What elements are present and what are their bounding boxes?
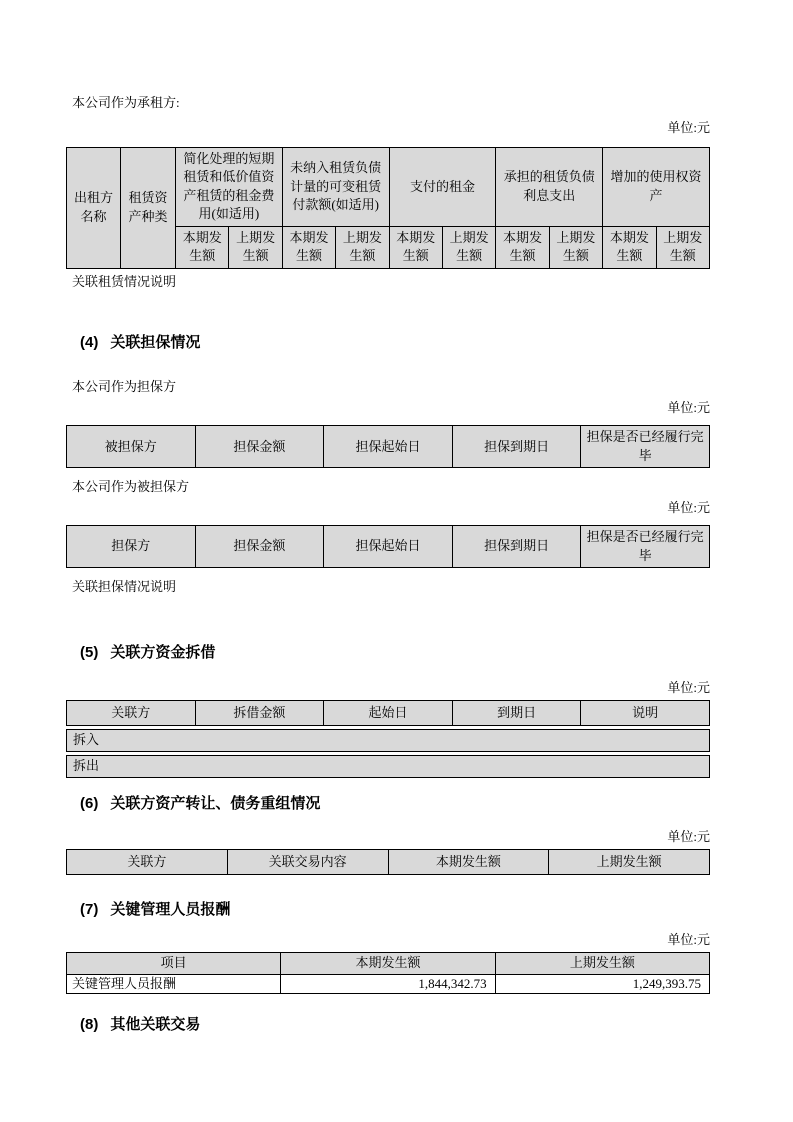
col-current-amount: 本期发生额 [281, 952, 495, 974]
lease-table-header-row-1 [67, 147, 710, 226]
guarantor-table-header-row [67, 426, 710, 468]
borrow-table-header [66, 700, 710, 726]
lease-note-text: 关联租赁情况说明 [72, 273, 177, 289]
col-guarantee-amount: 担保金额 [195, 426, 324, 468]
section-number: (4) [80, 333, 99, 351]
lessee-intro-text: 本公司作为承租方: [72, 95, 180, 110]
col-item: 项目 [67, 952, 281, 974]
col-due-date: 到期日 [452, 700, 581, 725]
col-guarantee-end-date: 担保到期日 [452, 526, 581, 568]
subheader-prior-amount: 上期发生额 [336, 226, 389, 268]
col-guarantee-start-date: 担保起始日 [324, 426, 453, 468]
lease-group-variable-payments: 未纳入租赁负债计量的可变租赁付款额(如适用) [282, 147, 389, 226]
section-number: (8) [80, 1016, 99, 1034]
borrow-out-label: 拆出 [67, 755, 710, 777]
section-heading-7 [66, 901, 710, 919]
subheader-current-amount: 本期发生额 [389, 226, 442, 268]
subheader-prior-amount: 上期发生额 [229, 226, 282, 268]
lease-group-interest-expense: 承担的租赁负债利息支出 [496, 147, 603, 226]
section-title: 关键管理人员报酬 [110, 900, 231, 918]
subheader-prior-amount: 上期发生额 [656, 226, 709, 268]
compensation-table [66, 952, 710, 994]
col-guarantee-fulfilled: 担保是否已经履行完毕 [581, 526, 710, 568]
borrow-row-out [66, 755, 710, 778]
compensation-current-value: 1,844,342.73 [281, 974, 495, 993]
borrow-table-header-row [67, 700, 710, 725]
subheader-prior-amount: 上期发生额 [442, 226, 495, 268]
subheader-current-amount: 本期发生额 [176, 226, 229, 268]
col-guarantee-end-date: 担保到期日 [452, 426, 581, 468]
section-title: 其他关联交易 [110, 1016, 201, 1034]
guarantee-note-text: 关联担保情况说明 [72, 579, 177, 595]
compensation-table-header-row [67, 952, 710, 974]
col-remarks: 说明 [581, 700, 710, 725]
section-heading-8 [66, 1016, 710, 1034]
subheader-current-amount: 本期发生额 [282, 226, 335, 268]
section-number: (6) [80, 794, 99, 812]
unit-label: 单位:元 [667, 500, 710, 516]
borrow-row-in [66, 729, 710, 752]
unit-label: 单位:元 [667, 828, 710, 844]
col-prior-amount: 上期发生额 [549, 849, 710, 874]
section-heading-5 [66, 644, 710, 662]
col-related-party: 关联方 [67, 849, 228, 874]
section-heading-6 [66, 795, 710, 813]
subheader-current-amount: 本期发生额 [496, 226, 549, 268]
col-borrow-amount: 拆借金额 [195, 700, 324, 725]
section-title: 关联方资产转让、债务重组情况 [110, 794, 321, 812]
col-start-date: 起始日 [324, 700, 453, 725]
col-guarantee-start-date: 担保起始日 [324, 526, 453, 568]
borrow-in-label: 拆入 [67, 729, 710, 751]
section-heading-4 [66, 334, 710, 352]
section-title: 关联担保情况 [110, 333, 201, 351]
section-number: (7) [80, 900, 99, 918]
unit-label: 单位:元 [667, 931, 710, 947]
unit-label: 单位:元 [667, 119, 710, 135]
subheader-prior-amount: 上期发生额 [549, 226, 602, 268]
table-row [67, 729, 710, 751]
compensation-item-label: 关键管理人员报酬 [67, 974, 281, 993]
table-row [67, 974, 710, 993]
transfer-table-header-row [67, 849, 710, 874]
guarantor-table [66, 425, 710, 468]
lease-col-lessor-name: 出租方名称 [67, 147, 121, 268]
unit-label: 单位:元 [667, 680, 710, 696]
guaranteed-table [66, 525, 710, 568]
col-guaranteed-party: 被担保方 [67, 426, 196, 468]
lease-col-asset-type: 租赁资产种类 [121, 147, 176, 268]
guaranteed-table-header-row [67, 526, 710, 568]
col-transaction-content: 关联交易内容 [227, 849, 388, 874]
lease-group-shortterm-rent: 简化处理的短期租赁和低价值资产租赁的租金费用(如适用) [176, 147, 283, 226]
col-current-amount: 本期发生额 [388, 849, 549, 874]
col-prior-amount: 上期发生额 [495, 952, 709, 974]
section-number: (5) [80, 644, 99, 662]
unit-label: 单位:元 [667, 400, 710, 416]
lease-group-rou-assets: 增加的使用权资产 [603, 147, 710, 226]
as-guarantor-text: 本公司作为担保方 [72, 378, 177, 394]
section-title: 关联方资金拆借 [110, 644, 216, 662]
col-guarantee-amount: 担保金额 [195, 526, 324, 568]
as-guaranteed-text: 本公司作为被担保方 [72, 479, 190, 495]
col-related-party: 关联方 [67, 700, 196, 725]
lease-group-rent-paid: 支付的租金 [389, 147, 496, 226]
col-guarantee-fulfilled: 担保是否已经履行完毕 [581, 426, 710, 468]
compensation-prior-value: 1,249,393.75 [495, 974, 709, 993]
transfer-table [66, 849, 710, 875]
table-row [67, 755, 710, 777]
lease-table [66, 147, 710, 269]
subheader-current-amount: 本期发生额 [603, 226, 656, 268]
col-guarantor-party: 担保方 [67, 526, 196, 568]
